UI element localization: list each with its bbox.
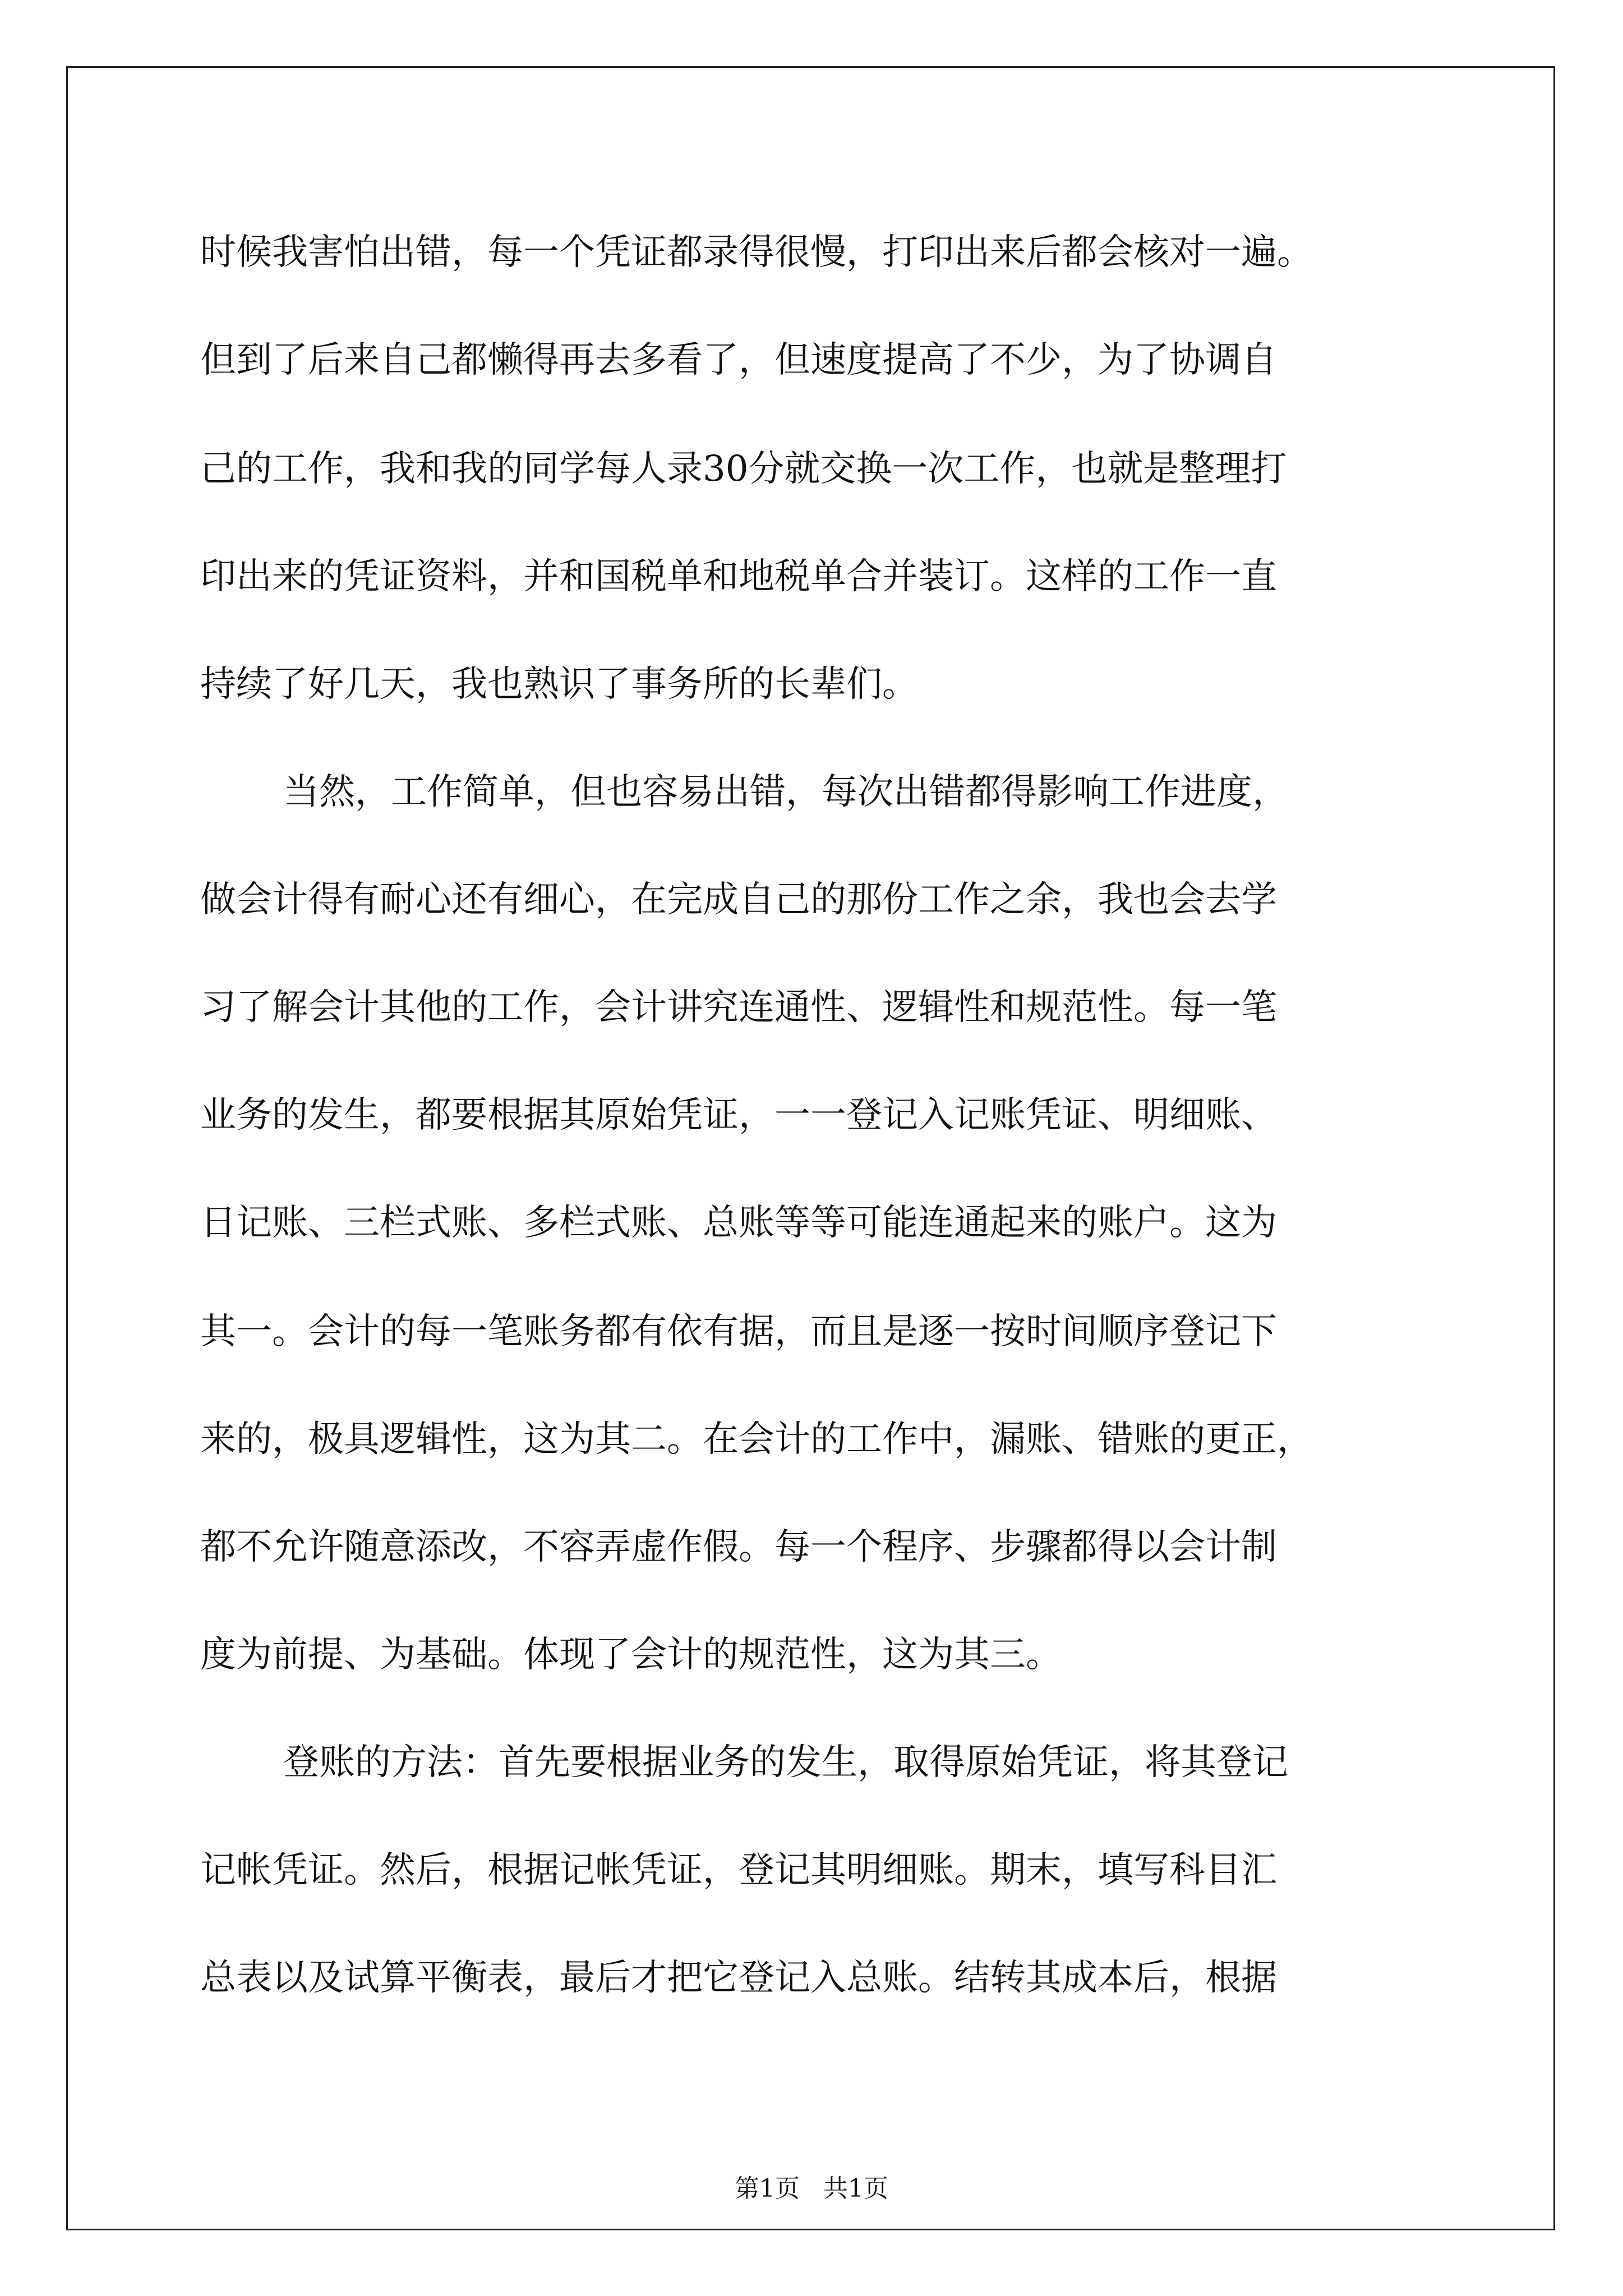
text-line-17: 总表以及试算平衡表，最后才把它登记入总账。结转其成本后，根据 (200, 1957, 1277, 1999)
page-footer (0, 2174, 1623, 2203)
text-line-6: 当然，工作简单，但也容易出错，每次出错都得影响工作进度， (283, 771, 1288, 813)
page-number-total: 共1页 (823, 2174, 888, 2203)
text-line-9: 业务的发生，都要根据其原始凭证，一一登记入记账凭证、明细账、 (200, 1094, 1277, 1136)
text-line-12: 来的，极具逻辑性，这为其二。在会计的工作中，漏账、错账的更正， (200, 1419, 1313, 1460)
page-border (66, 66, 1555, 2230)
text-line-3: 己的工作，我和我的同学每人录30分就交换一次工作，也就是整理打 (200, 448, 1287, 490)
text-line-10: 日记账、三栏式账、多栏式账、总账等等可能连通起来的账户。这为 (200, 1202, 1277, 1244)
text-line-16: 记帐凭证。然后，根据记帐凭证，登记其明细账。期末，填写科目汇 (200, 1849, 1277, 1891)
text-line-5: 持续了好几天，我也熟识了事务所的长辈们。 (200, 664, 918, 705)
page-number-current: 第1页 (735, 2174, 800, 2203)
text-line-1: 时候我害怕出错，每一个凭证都录得很慢，打印出来后都会核对一遍。 (200, 232, 1313, 273)
text-line-2: 但到了后来自己都懒得再去多看了，但速度提高了不少，为了协调自 (200, 339, 1277, 381)
text-line-15: 登账的方法：首先要根据业务的发生，取得原始凭证，将其登记 (283, 1742, 1288, 1783)
text-line-14: 度为前提、为基础。体现了会计的规范性，这为其三。 (200, 1634, 1062, 1676)
text-line-11: 其一。会计的每一笔账务都有依有据，而且是逐一按时间顺序登记下 (200, 1311, 1277, 1352)
text-line-7: 做会计得有耐心还有细心，在完成自己的那份工作之余，我也会去学 (200, 879, 1277, 921)
text-line-8: 习了解会计其他的工作，会计讲究连通性、逻辑性和规范性。每一笔 (200, 987, 1277, 1028)
text-line-4: 印出来的凭证资料，并和国税单和地税单合并装订。这样的工作一直 (200, 556, 1277, 597)
text-line-13: 都不允许随意添改，不容弄虚作假。每一个程序、步骤都得以会计制 (200, 1526, 1277, 1568)
